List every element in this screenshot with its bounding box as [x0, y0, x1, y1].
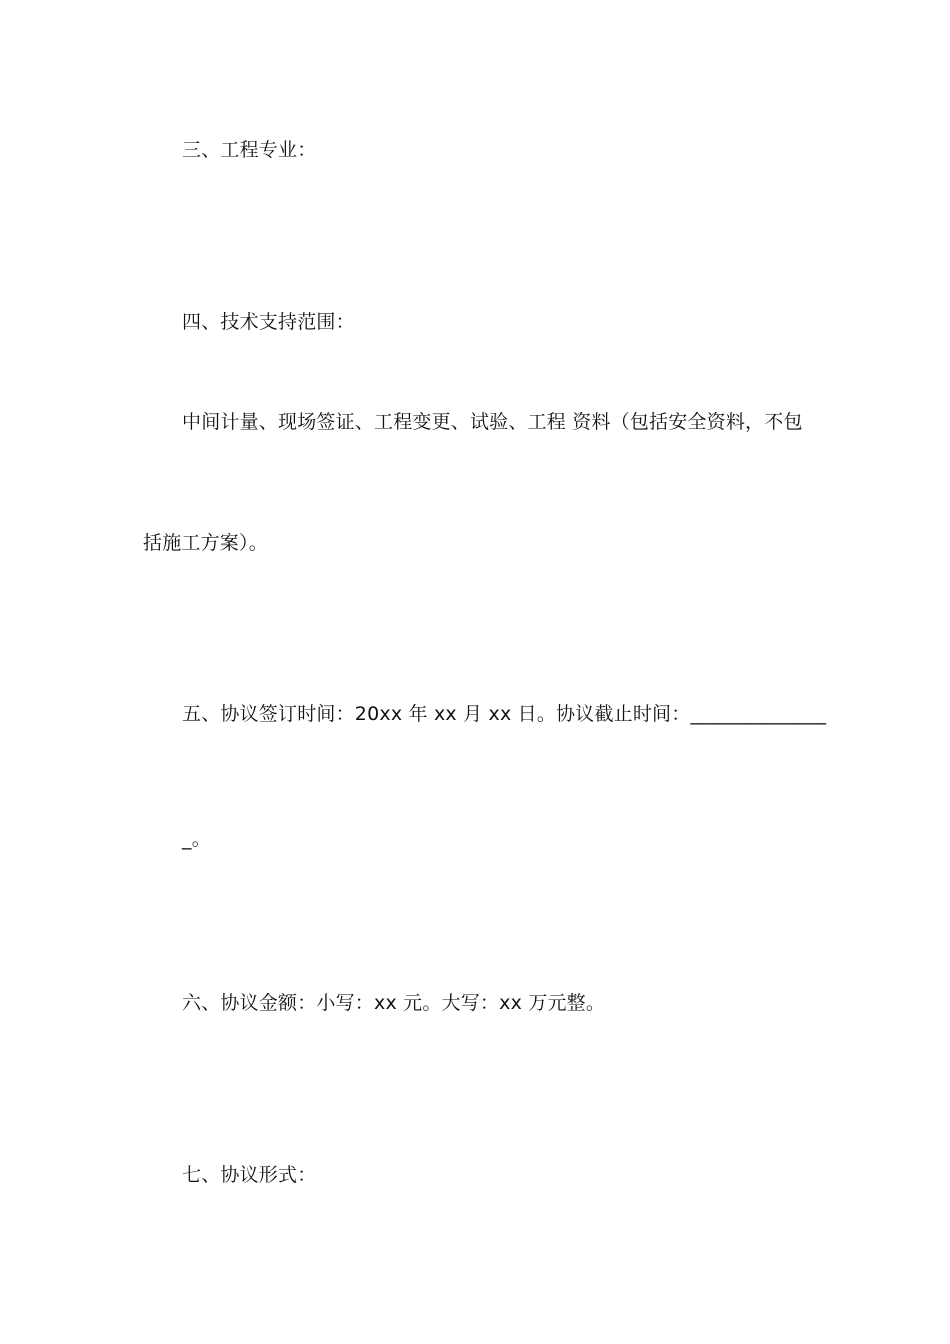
- support-scope-text-line-2: 括施工方案）。: [143, 532, 268, 554]
- section-6-agreement-amount: 六、协议金额：小写：xx 元。大写：xx 万元整。: [182, 992, 606, 1014]
- support-scope-text-line-1: 中间计量、现场签证、工程变更、试验、工程 资料（包括安全资料，不包: [182, 411, 803, 433]
- agreement-dates-continuation: _。: [182, 828, 211, 850]
- section-4-technical-support-scope: 四、技术支持范围：: [182, 311, 355, 333]
- section-5-agreement-dates: 五、协议签订时间：20xx 年 xx 月 xx 日。协议截止时间：______________: [182, 703, 827, 725]
- section-3-engineering-specialty: 三、工程专业：: [182, 139, 317, 161]
- section-7-agreement-form: 七、协议形式：: [182, 1164, 317, 1186]
